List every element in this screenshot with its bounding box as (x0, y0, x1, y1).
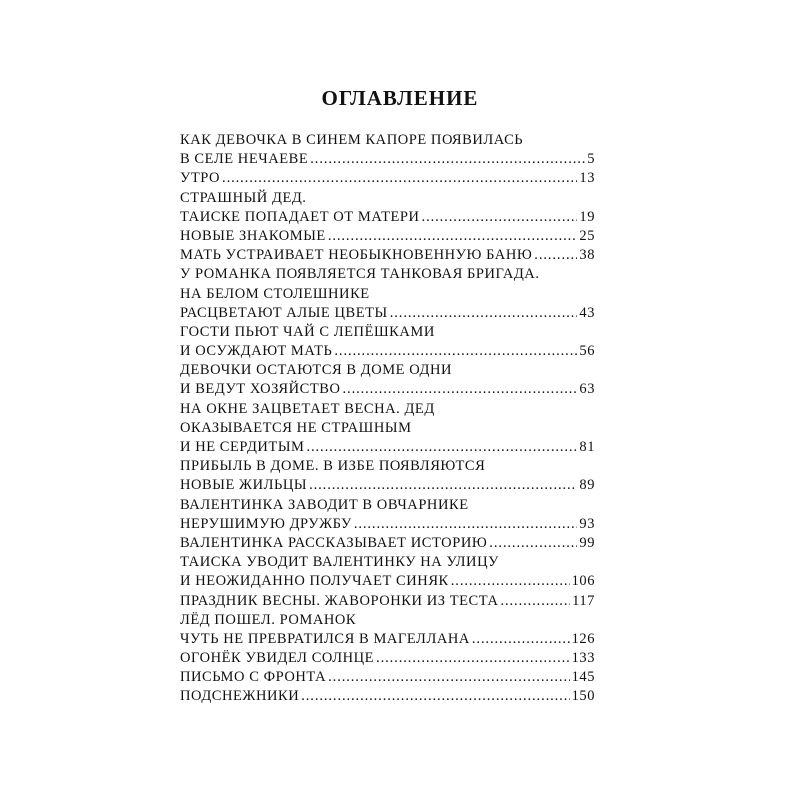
toc-entry-text: У РОМАНКА ПОЯВЛЯЕТСЯ ТАНКОВАЯ БРИГАДА. (180, 266, 540, 283)
toc-line (180, 419, 595, 438)
toc-line (180, 227, 595, 246)
toc-entry-text: ГОСТИ ПЬЮТ ЧАЙ С ЛЕПЁШКАМИ (180, 323, 435, 340)
toc-entry (180, 668, 595, 687)
dot-leader (328, 227, 578, 246)
toc-entry (180, 323, 595, 361)
dot-leader (343, 380, 578, 399)
toc-page-number: 93 (579, 515, 595, 532)
toc-line (180, 592, 595, 611)
toc-line (180, 323, 595, 342)
toc-entry-text: НЕРУШИМУЮ ДРУЖБУ (180, 515, 352, 532)
toc-entry-text: СТРАШНЫЙ ДЕД. (180, 189, 307, 206)
toc-page-number: 81 (579, 439, 595, 455)
toc-entry-text: В СЕЛЕ НЕЧАЕВЕ (180, 151, 309, 168)
toc-entry-text: НА БЕЛОМ СТОЛЕШНИКЕ (180, 285, 370, 302)
toc-entry-text: ЛЁД ПОШЕЛ. РОМАНОК (180, 611, 357, 628)
toc-entry-text: ПРАЗДНИК ВЕСНЫ. ЖАВОРОНКИ ИЗ ТЕСТА (180, 592, 499, 609)
toc-entry (180, 169, 595, 188)
toc-entry (180, 246, 595, 265)
dot-leader (301, 687, 569, 706)
toc-line (180, 572, 595, 591)
toc-entry (180, 553, 595, 591)
toc-entry (180, 457, 595, 495)
toc-page-number: 99 (579, 534, 595, 551)
dot-leader (500, 592, 570, 611)
toc-line (180, 630, 595, 649)
toc-page-number: 38 (579, 247, 595, 264)
toc-line (180, 668, 595, 687)
toc-entry (180, 611, 595, 649)
dot-leader (472, 630, 570, 649)
toc-line (180, 285, 595, 304)
toc-entry (180, 649, 595, 668)
toc-page-number: 89 (579, 477, 595, 494)
toc-page-number: 106 (571, 573, 595, 590)
toc-entry (180, 496, 595, 534)
toc-entry-text: И ОСУЖДАЮТ МАТЬ (180, 343, 333, 360)
toc-entry-text: НА ОКНЕ ЗАЦВЕТАЕТ ВЕСНА. ДЕД (180, 400, 435, 417)
toc-line (180, 208, 595, 227)
dot-leader (354, 515, 578, 534)
toc-entry-text: И НЕОЖИДАННО ПОЛУЧАЕТ СИНЯК (180, 573, 449, 590)
toc-line (180, 380, 595, 399)
toc-entry (180, 361, 595, 399)
toc-line (180, 649, 595, 668)
toc-entry-text: ОГОНЁК УВИДЕЛ СОЛНЦЕ (180, 650, 375, 667)
toc-entry-text: ВАЛЕНТИНКА РАССКАЗЫВАЕТ ИСТОРИЮ (180, 534, 488, 551)
toc-line (180, 438, 595, 457)
toc-line (180, 611, 595, 630)
toc-entry-text: НОВЫЕ ЖИЛЬЦЫ (180, 477, 308, 494)
toc-page-number: 133 (571, 650, 595, 667)
toc-entry (180, 687, 595, 706)
toc-entry-text: КАК ДЕВОЧКА В СИНЕМ КАПОРЕ ПОЯВИЛАСЬ (180, 132, 524, 148)
toc-line (180, 169, 595, 188)
page-title: ОГЛАВЛЕНИЕ (321, 86, 479, 110)
dot-leader (310, 150, 585, 169)
toc-line (180, 400, 595, 419)
toc-page-number: 150 (571, 688, 595, 705)
dot-leader (422, 208, 578, 227)
toc-entry-text: ПРИБЫЛЬ В ДОМЕ. В ИЗБЕ ПОЯВЛЯЮТСЯ (180, 458, 486, 475)
toc-line (180, 496, 595, 515)
toc-entry (180, 592, 595, 611)
dot-leader (534, 246, 577, 265)
toc-line (180, 457, 595, 476)
dot-leader (376, 649, 570, 668)
toc-entry-text: УТРО (180, 170, 221, 187)
toc-entry-text: ДЕВОЧКИ ОСТАЮТСЯ В ДОМЕ ОДНИ (180, 362, 453, 379)
toc-page-number: 145 (571, 669, 595, 686)
toc-line (180, 553, 595, 572)
dot-leader (489, 534, 577, 553)
toc-page-number: 63 (579, 381, 595, 398)
toc-entry-text: ВАЛЕНТИНКА ЗАВОДИТ В ОВЧАРНИКЕ (180, 496, 469, 513)
toc-page-number: 5 (587, 151, 595, 168)
toc-entry (180, 265, 595, 323)
toc-entry-text: ПОДСНЕЖНИКИ (180, 688, 300, 705)
toc-line (180, 304, 595, 323)
toc-line (180, 515, 595, 534)
toc-entry-text: ЧУТЬ НЕ ПРЕВРАТИЛСЯ В МАГЕЛЛАНА (180, 630, 470, 647)
dot-leader (222, 169, 577, 188)
toc-line (180, 361, 595, 380)
table-of-contents (180, 131, 595, 707)
toc-entry-text: РАСЦВЕТАЮТ АЛЫЕ ЦВЕТЫ (180, 304, 388, 321)
toc-entry-text: И ВЕДУТ ХОЗЯЙСТВО (180, 381, 341, 398)
toc-page-number: 126 (571, 630, 595, 647)
dot-leader (451, 572, 570, 591)
toc-entry-text: НОВЫЕ ЗНАКОМЫЕ (180, 227, 326, 244)
toc-line (180, 246, 595, 265)
toc-page-number: 19 (579, 208, 595, 225)
toc-entry-text: МАТЬ УСТРАИВАЕТ НЕОБЫКНОВЕННУЮ БАНЮ (180, 247, 533, 264)
toc-line (180, 476, 595, 495)
dot-leader (306, 438, 577, 457)
toc-entry-text: ТАИСКЕ ПОПАДАЕТ ОТ МАТЕРИ (180, 208, 420, 225)
toc-line (180, 189, 595, 208)
toc-entry (180, 534, 595, 553)
toc-line (180, 687, 595, 706)
toc-entry (180, 227, 595, 246)
toc-entry (180, 131, 595, 169)
toc-entry-text: ОКАЗЫВАЕТСЯ НЕ СТРАШНЫМ (180, 419, 412, 436)
toc-entry (180, 400, 595, 458)
dot-leader (309, 476, 577, 495)
toc-page-number: 25 (579, 227, 595, 244)
toc-line (180, 150, 595, 169)
toc-line (180, 265, 595, 284)
toc-page-number: 56 (579, 343, 595, 360)
toc-entry-text: ТАИСКА УВОДИТ ВАЛЕНТИНКУ НА УЛИЦУ (180, 554, 499, 571)
toc-line (180, 534, 595, 553)
toc-page-number: 117 (572, 592, 595, 609)
toc-line (180, 342, 595, 361)
dot-leader (390, 304, 578, 323)
dot-leader (334, 342, 577, 361)
toc-line (180, 131, 595, 150)
toc-entry-text: ПИСЬМО С ФРОНТА (180, 669, 327, 686)
dot-leader (328, 668, 569, 687)
toc-page-number: 43 (579, 304, 595, 321)
toc-entry-text: И НЕ СЕРДИТЫМ (180, 439, 305, 455)
toc-entry (180, 189, 595, 227)
toc-page-number: 13 (579, 170, 595, 187)
